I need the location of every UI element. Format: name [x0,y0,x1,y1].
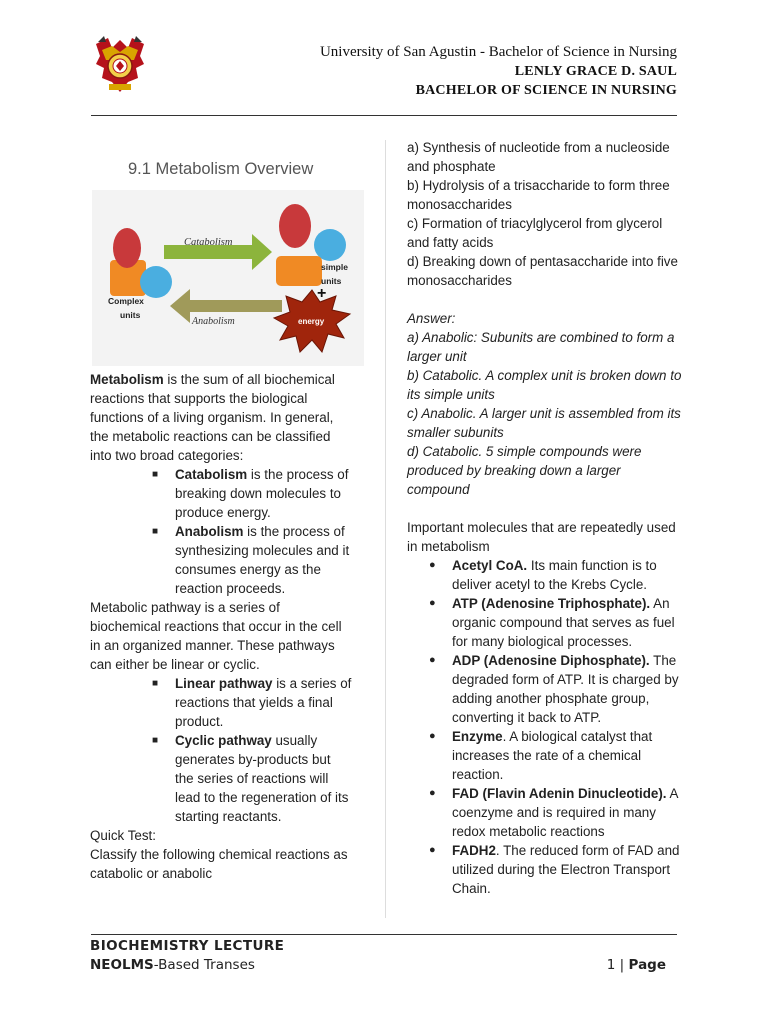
anabolism-label: Anabolism [192,316,235,327]
right-column-text [407,138,683,898]
intro-term: Metabolism [90,372,164,387]
answer-item: a) Anabolic: Subunits are combined to form a larger unit [407,330,675,364]
intro-paragraph [90,370,352,465]
intro-text: is the sum of all biochemical reactions that supports the biological functions of a living organism. In general, the metabolic reactions can be classified into two broad categories: [90,372,335,463]
list-item: ● ADP (Adenosine Diphosphate). The degraded form of ATP. It is charged by adding another phosphate group, converting it back to ATP. [407,651,683,727]
header-program: BACHELOR OF SCIENCE IN NURSING [415,83,677,98]
complex-label-1: Complex [108,296,144,306]
plus-sign: + [317,285,327,302]
pathway-intro: Metabolic pathway is a series of biochemical reactions that occur in the cell in an organized manner. These pathways can either be linear or cyclic. [90,600,342,672]
complex-unit-blue [140,266,172,298]
complex-label-2: units [120,310,141,320]
quick-test-label: Quick Test: [90,828,156,843]
footer-page-number: 1 | Page [606,957,666,973]
footer-course: BIOCHEMISTRY LECTURE [90,938,285,954]
column-divider [385,140,386,918]
category-list [90,465,352,598]
list-item: ● Acetyl CoA. Its main function is to deliver acetyl to the Krebs Cycle. [407,556,683,594]
header-university: University of San Agustin - Bachelor of Science in Nursing [319,44,677,60]
energy-label: energy [298,317,325,326]
simple-unit-red [279,204,311,248]
simple-label-1: simple [321,262,348,272]
header-divider [91,115,677,116]
footer-neolms: NEOLMS-Based Transes [90,957,255,973]
list-item: ● Enzyme. A biological catalyst that increases the rate of a chemical reaction. [407,727,683,784]
answer-label: Answer: [407,311,456,326]
pathway-list [90,674,352,826]
quick-test-instruction: Classify the following chemical reactions as catabolic or anabolic [90,847,348,881]
molecules-intro: Important molecules that are repeatedly used in metabolism [407,520,676,554]
list-item: ■ Catabolism is the process of breaking down molecules to produce energy. [90,465,352,522]
list-item: ● ATP (Adenosine Triphosphate). An organic compound that serves as fuel for many biological processes. [407,594,683,651]
list-item: ■ Cyclic pathway usually generates by-products but the series of reactions will lead to the regeneration of its starting reactants. [90,731,352,826]
simple-label-2: units [321,276,342,286]
quick-test-item: a) Synthesis of nucleotide from a nucleoside and phosphate [407,140,670,174]
answer-item: c) Anabolic. A larger unit is assembled from its smaller subunits [407,406,681,440]
simple-unit-blue [314,229,346,261]
answer-item: d) Catabolic. 5 simple compounds were produced by breaking down a larger compound [407,444,642,497]
simple-unit-square [276,256,322,286]
section-title: 9.1 Metabolism Overview [128,160,314,178]
answer-item: b) Catabolic. A complex unit is broken down to its simple units [407,368,682,402]
list-item: ● FAD (Flavin Adenin Dinucleotide). A coenzyme and is required in many redox metabolic reactions [407,784,683,841]
left-column-text [90,370,352,883]
catabolism-label: Catabolism [184,237,233,248]
university-seal-logo [92,34,148,96]
metabolism-diagram [92,190,364,366]
complex-unit-red [113,228,141,268]
quick-test-item: c) Formation of triacylglycerol from glycerol and fatty acids [407,216,663,250]
list-item: ● FADH2. The reduced form of FAD and utilized during the Electron Transport Chain. [407,841,683,898]
header-author: LENLY GRACE D. SAUL [514,64,677,79]
list-item: ■ Linear pathway is a series of reactions that yields a final product. [90,674,352,731]
footer-divider [91,934,677,935]
quick-test-item: d) Breaking down of pentasaccharide into five monosaccharides [407,254,678,288]
molecule-list [407,556,683,898]
list-item: ■ Anabolism is the process of synthesizing molecules and it consumes energy as the reaction proceeds. [90,522,352,598]
quick-test-item: b) Hydrolysis of a trisaccharide to form three monosaccharides [407,178,670,212]
